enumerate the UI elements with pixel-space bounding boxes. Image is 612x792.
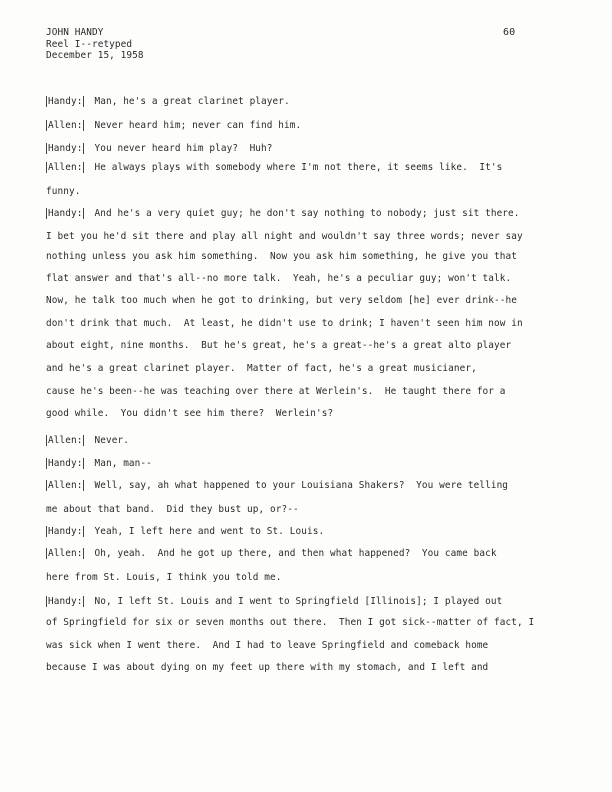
transcript-line bbox=[46, 208, 520, 220]
transcript-line bbox=[46, 504, 299, 516]
page-number: 60 bbox=[503, 27, 516, 38]
transcript-line bbox=[46, 408, 333, 420]
transcript-line bbox=[46, 458, 152, 470]
line-text: Never heard him; never can find him. bbox=[94, 120, 302, 131]
line-text: Never. bbox=[94, 435, 129, 446]
line-text: Man, man-- bbox=[94, 458, 152, 469]
speaker-label: Handy: bbox=[48, 208, 83, 219]
line-text: He always plays with somebody where I'm not there, it seems like. It's bbox=[94, 162, 503, 173]
transcript-line bbox=[46, 617, 534, 629]
line-text: Now, he talk too much when he got to drinking, but very seldom [he] ever drink--he bbox=[46, 295, 518, 306]
page-header bbox=[46, 27, 144, 62]
line-text: And he's a very quiet guy; he don't say nothing to nobody; just sit there. bbox=[94, 208, 520, 219]
transcript-line bbox=[46, 318, 523, 330]
line-text: good while. You didn't see him there? Werlein's? bbox=[46, 408, 334, 419]
transcript-line bbox=[46, 162, 502, 174]
line-text: I bet you he'd sit there and play all night and wouldn't say three words; never say bbox=[46, 231, 523, 242]
speaker-label: Allen: bbox=[48, 548, 83, 559]
transcript-line bbox=[46, 480, 508, 492]
transcript-line bbox=[46, 572, 282, 584]
line-text: about eight, nine months. But he's great, he's a great--he's a great alto player bbox=[46, 340, 512, 351]
transcript-line bbox=[46, 640, 488, 652]
line-text: me about that band. Did they bust up, or?-- bbox=[46, 504, 299, 515]
speaker-label: Allen: bbox=[48, 162, 83, 173]
transcript-line bbox=[46, 273, 511, 285]
line-text: because I was about dying on my feet up there with my stomach, and I left and bbox=[46, 662, 489, 673]
line-text: nothing unless you ask him something. Now you ask him something, he give you that bbox=[46, 251, 518, 262]
interview-date: December 15, 1958 bbox=[46, 50, 144, 61]
transcript-line bbox=[46, 295, 517, 307]
line-text: was sick when I went there. And I had to leave Springfield and comeback home bbox=[46, 640, 489, 651]
line-text: Oh, yeah. And he got up there, and then what happened? You came back bbox=[94, 548, 497, 559]
speaker-label: Allen: bbox=[48, 120, 83, 131]
line-text: cause he's been--he was teaching over there at Werlein's. He taught there for a bbox=[46, 386, 506, 397]
speaker-label: Handy: bbox=[48, 526, 83, 537]
reel-label: Reel I--retyped bbox=[46, 38, 133, 50]
transcript-line bbox=[46, 363, 477, 375]
line-text: Well, say, ah what happened to your Louisiana Shakers? You were telling bbox=[94, 480, 509, 491]
line-text: and he's a great clarinet player. Matter of fact, he's a great musicianer, bbox=[46, 363, 477, 374]
transcript-line bbox=[46, 526, 324, 538]
speaker-label: Allen: bbox=[48, 435, 83, 446]
line-text: of Springfield for six or seven months out there. Then I got sick--matter of fact, I bbox=[46, 617, 535, 628]
transcript-line bbox=[46, 251, 517, 263]
transcript-line bbox=[46, 435, 129, 447]
interviewee-name: JOHN HANDY bbox=[46, 27, 104, 38]
transcript-line bbox=[46, 386, 506, 398]
line-text: flat answer and that's all--no more talk. Yeah, he's a peculiar guy; won't talk. bbox=[46, 273, 512, 284]
transcript-line bbox=[46, 548, 497, 560]
transcript-line bbox=[46, 120, 301, 132]
speaker-label: Handy: bbox=[48, 143, 83, 154]
line-text: Yeah, I left here and went to St. Louis. bbox=[94, 526, 325, 537]
transcript-line bbox=[46, 231, 523, 243]
transcript-line bbox=[46, 662, 488, 674]
transcript-line bbox=[46, 143, 273, 155]
speaker-label: Handy: bbox=[48, 96, 83, 107]
line-text: No, I left St. Louis and I went to Springfield [Illinois]; I played out bbox=[94, 596, 503, 607]
line-text: Man, he's a great clarinet player. bbox=[94, 96, 290, 107]
line-text: don't drink that much. At least, he didn't use to drink; I haven't seen him now in bbox=[46, 318, 523, 329]
line-text: funny. bbox=[46, 186, 81, 197]
transcript-line bbox=[46, 96, 290, 108]
transcript-line bbox=[46, 186, 80, 198]
speaker-label: Allen: bbox=[48, 480, 83, 491]
transcript-line bbox=[46, 340, 511, 352]
transcript-line bbox=[46, 596, 502, 608]
speaker-label: Handy: bbox=[48, 458, 83, 469]
speaker-label: Handy: bbox=[48, 596, 83, 607]
line-text: here from St. Louis, I think you told me. bbox=[46, 572, 282, 583]
line-text: You never heard him play? Huh? bbox=[94, 143, 273, 154]
